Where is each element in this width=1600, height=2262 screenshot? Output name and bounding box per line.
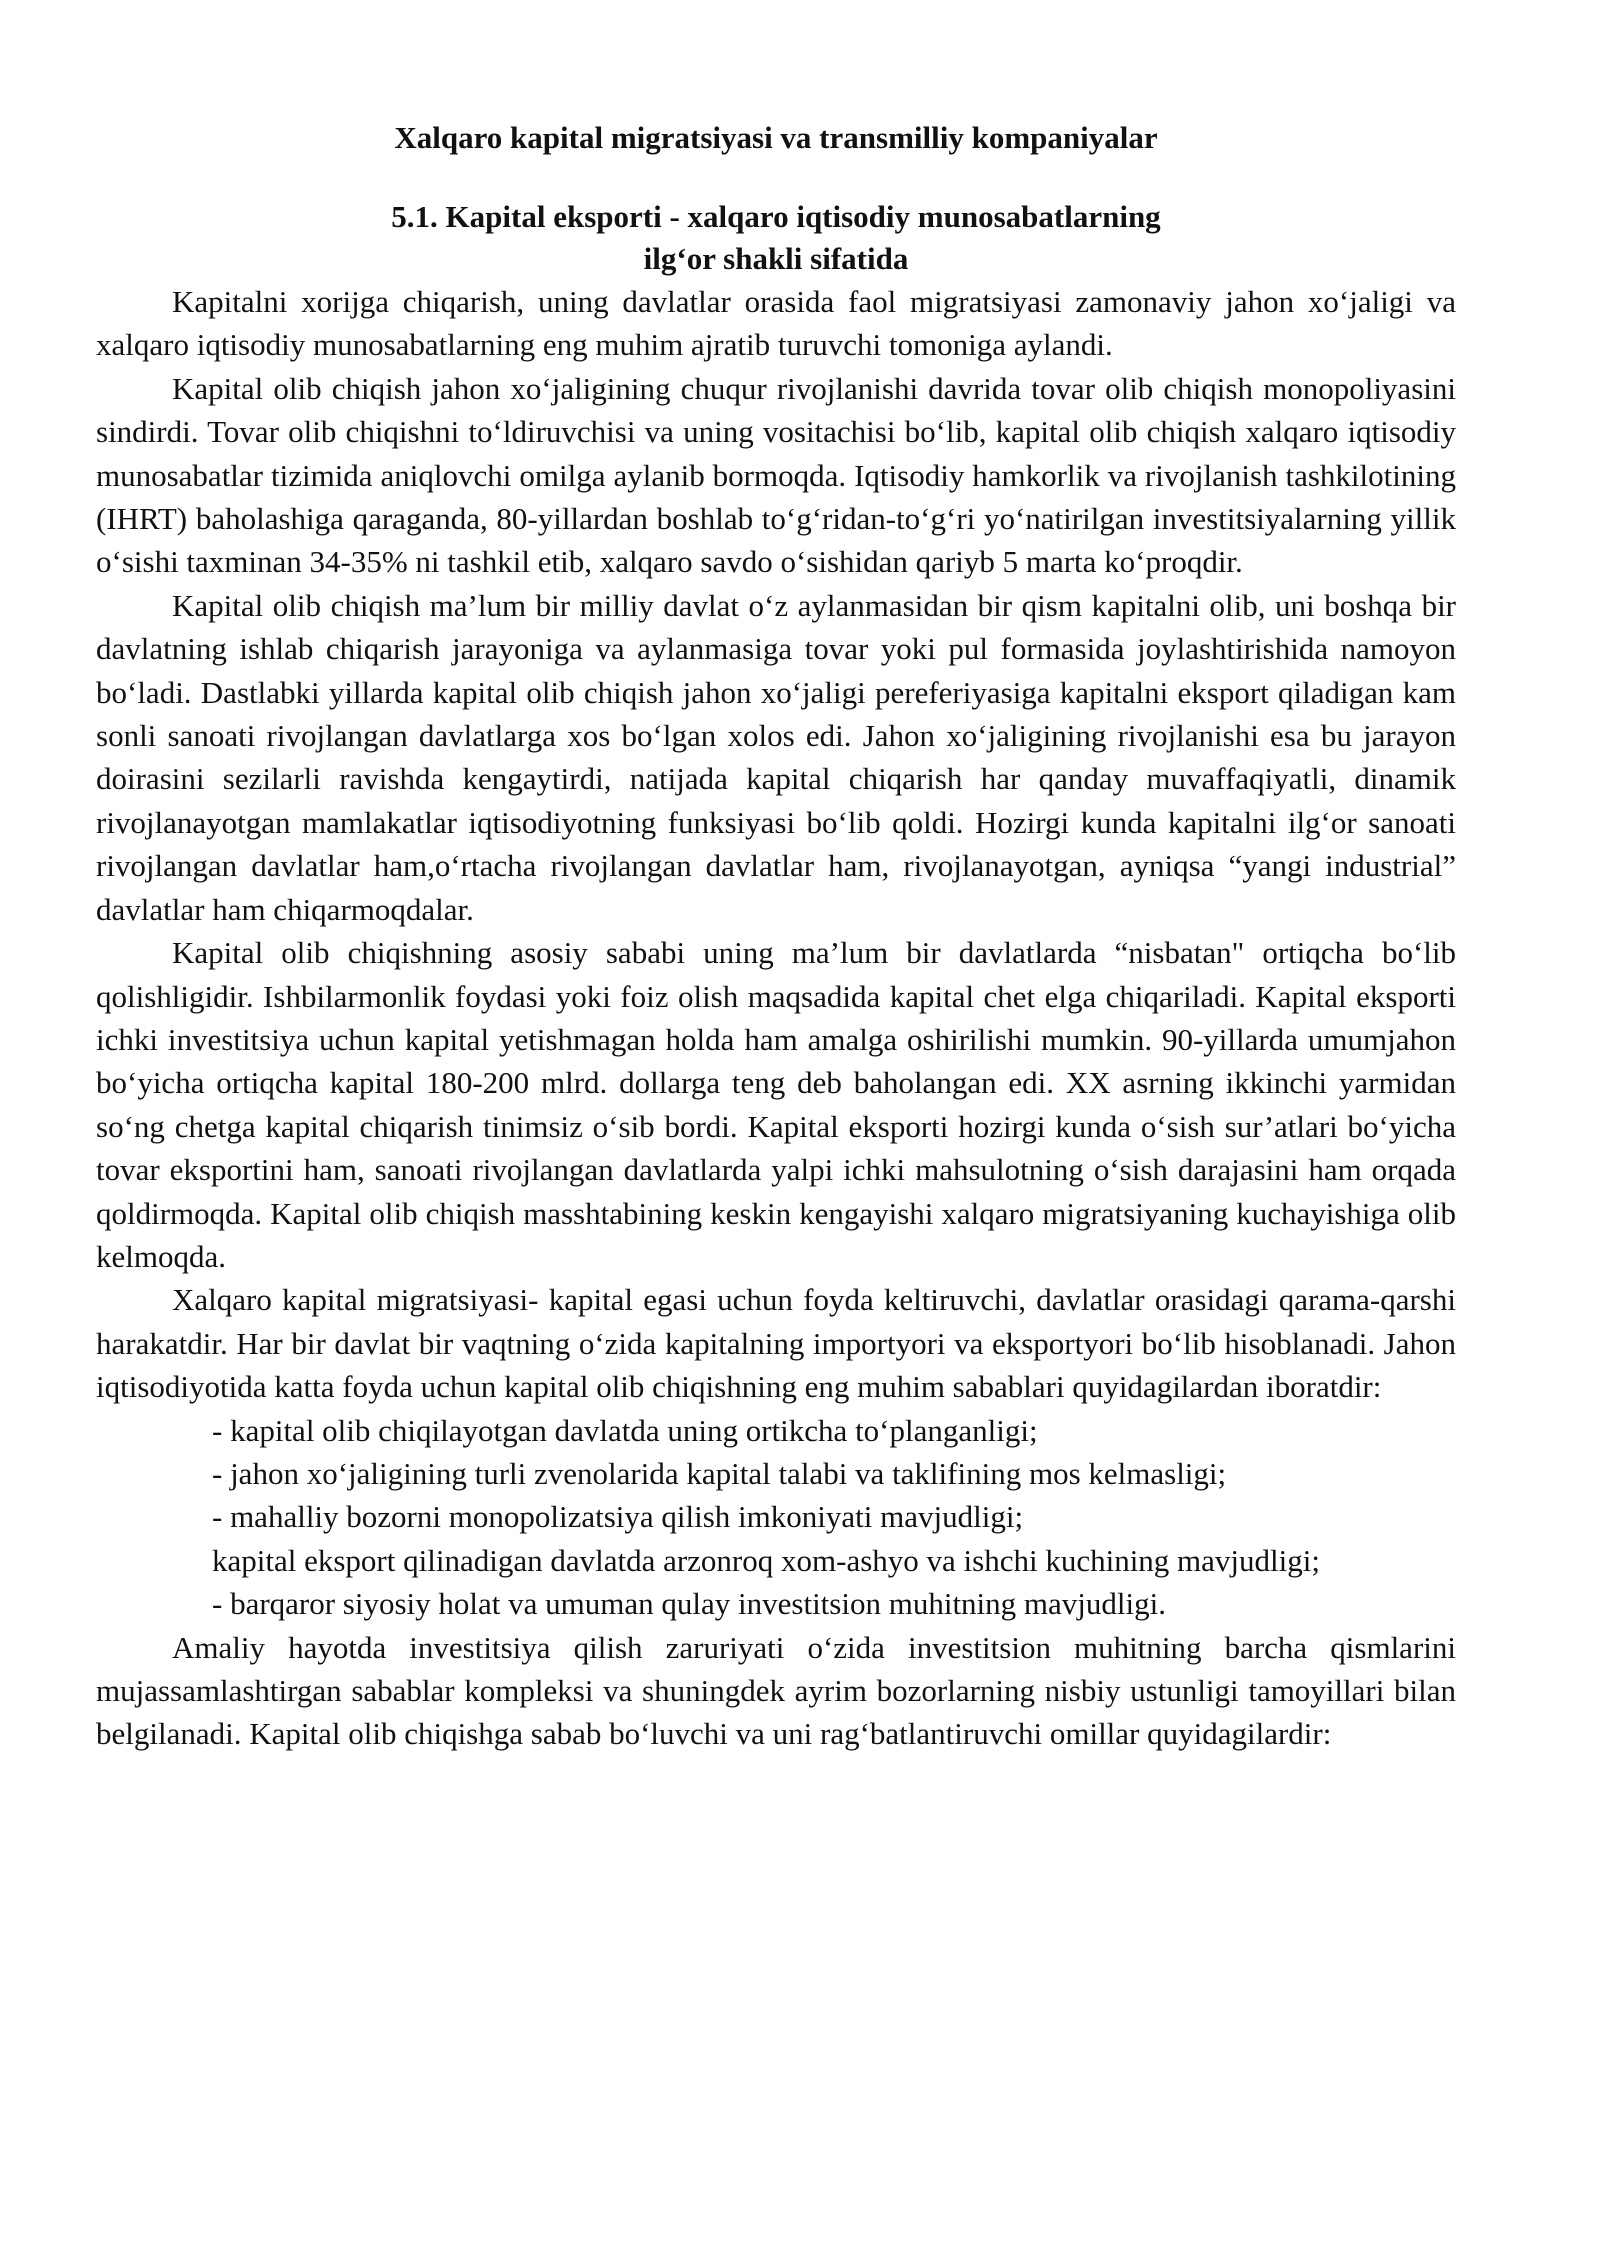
section-title	[96, 196, 1456, 280]
paragraph-4: Kapital olib chiqishning asosiy sababi uning ma’lum bir davlatlarda “nisbatan" ortiqcha bo‘lib qolishligidir. Ishbilarmonlik foydasi yoki foiz olish maqsadida kapital chet elga chiqariladi. Kapital eksporti ichki investitsiya uchun kapital yetishmagan holda ham amalga oshirilishi mumkin. 90-yillarda umumjahon bo‘yicha ortiqcha kapital 180-200 mlrd. dollarga teng deb baholangan edi. XX asrning ikkinchi yarmidan so‘ng chetga kapital chiqarish tinimsiz o‘sib bordi. Kapital eksporti hozirgi kunda o‘sish sur’atlari bo‘yicha tovar eksportini ham, sanoati rivojlangan davlatlarda yalpi ichki mahsulotning o‘sish darajasini ham orqada qoldirmoqda. Kapital olib chiqish masshtabining keskin kengayishi xalqaro migratsiyaning kuchayishiga olib kelmoqda.	[96, 935, 1456, 1274]
section-title-line-1: 5.1. Kapital eksporti - xalqaro iqtisodiy munosabatlarning	[391, 199, 1161, 234]
paragraph-5: Xalqaro kapital migratsiyasi- kapital egasi uchun foyda keltiruvchi, davlatlar orasidagi qarama-qarshi harakatdir. Har bir davlat bir vaqtning o‘zida kapitalning importyori va eksportyori bo‘lib hisoblanadi. Jahon iqtisodiyotida katta foyda uchun kapital olib chiqishning eng muhim sabablari quyidagilardan iboratdir:	[96, 1282, 1456, 1405]
paragraph-3: Kapital olib chiqish ma’lum bir milliy davlat o‘z aylanmasidan bir qism kapitalni olib, uni boshqa bir davlatning ishlab chiqarish jarayoniga va aylanmasiga tovar yoki pul formasida joylashtirishida namoyon bo‘ladi. Dastlabki yillarda kapital olib chiqish jahon xo‘jaligi pereferiyasiga kapitalni eksport qiladigan kam sonli sanoati rivojlangan davlatlarga xos bo‘lgan xolos edi. Jahon xo‘jaligining rivojlanishi esa bu jarayon doirasini sezilarli ravishda kengaytirdi, natijada kapital chiqarish har qanday muvaffaqiyatli, dinamik rivojlanayotgan mamlakatlar iqtisodiyotning funksiyasi bo‘lib qoldi. Hozirgi kunda kapitalni ilg‘or sanoati rivojlangan davlatlar ham,o‘rtacha rivojlangan davlatlar ham, rivojlanayotgan, ayniqsa “yangi industrial” davlatlar ham chiqarmoqdalar.	[96, 587, 1456, 927]
document-title: Xalqaro kapital migratsiyasi va transmilliy kompaniyalar	[394, 120, 1158, 155]
reasons-list	[96, 1409, 1456, 1626]
list-item: - jahon xo‘jaligining turli zvenolarida kapital talabi va taklifining mos kelmasligi;	[212, 1455, 1227, 1491]
list-item: - barqaror siyosiy holat va umuman qulay investitsion muhitning mavjudligi.	[212, 1586, 1166, 1622]
document-page	[96, 108, 1456, 1756]
list-item: kapital eksport qilinadigan davlatda arzonroq xom-ashyo va ishchi kuchining mavjudligi;	[212, 1542, 1320, 1578]
section-title-line-2: ilg‘or shakli sifatida	[643, 241, 909, 276]
closing-paragraph: Amaliy hayotda investitsiya qilish zaruriyati o‘zida investitsion muhitning barcha qismlarini mujassamlashtirgan sabablar kompleksi va shuningdek ayrim bozorlarning nisbiy ustunligi tamoyillari bilan belgilanadi. Kapital olib chiqishga sabab bo‘luvchi va uni rag‘batlantiruvchi omillar quyidagilardir:	[96, 1629, 1456, 1752]
paragraph-2: Kapital olib chiqish jahon xo‘jaligining chuqur rivojlanishi davrida tovar olib chiqish monopoliyasini sindirdi. Tovar olib chiqishni to‘ldiruvchisi va uning vositachisi bo‘lib, kapital olib chiqish xalqaro iqtisodiy munosabatlar tizimida aniqlovchi omilga aylanib bormoqda. Iqtisodiy hamkorlik va rivojlanish tashkilotining (IHRT) baholashiga qaraganda, 80-yillardan boshlab to‘g‘ridan-to‘g‘ri yo‘natirilgan investitsiyalarning yillik o‘sishi taxminan 34-35% ni tashkil etib, xalqaro savdo o‘sishidan qariyb 5 marta ko‘proqdir.	[96, 370, 1456, 580]
list-item: - mahalliy bozorni monopolizatsiya qilish imkoniyati mavjudligi;	[212, 1499, 1024, 1535]
list-item: - kapital olib chiqilayotgan davlatda uning ortikcha to‘planganligi;	[212, 1412, 1038, 1448]
paragraph-1: Kapitalni xorijga chiqarish, uning davlatlar orasida faol migratsiyasi zamonaviy jahon xo‘jaligi va xalqaro iqtisodiy munosabatlarning eng muhim ajratib turuvchi tomoniga aylandi.	[96, 284, 1456, 363]
